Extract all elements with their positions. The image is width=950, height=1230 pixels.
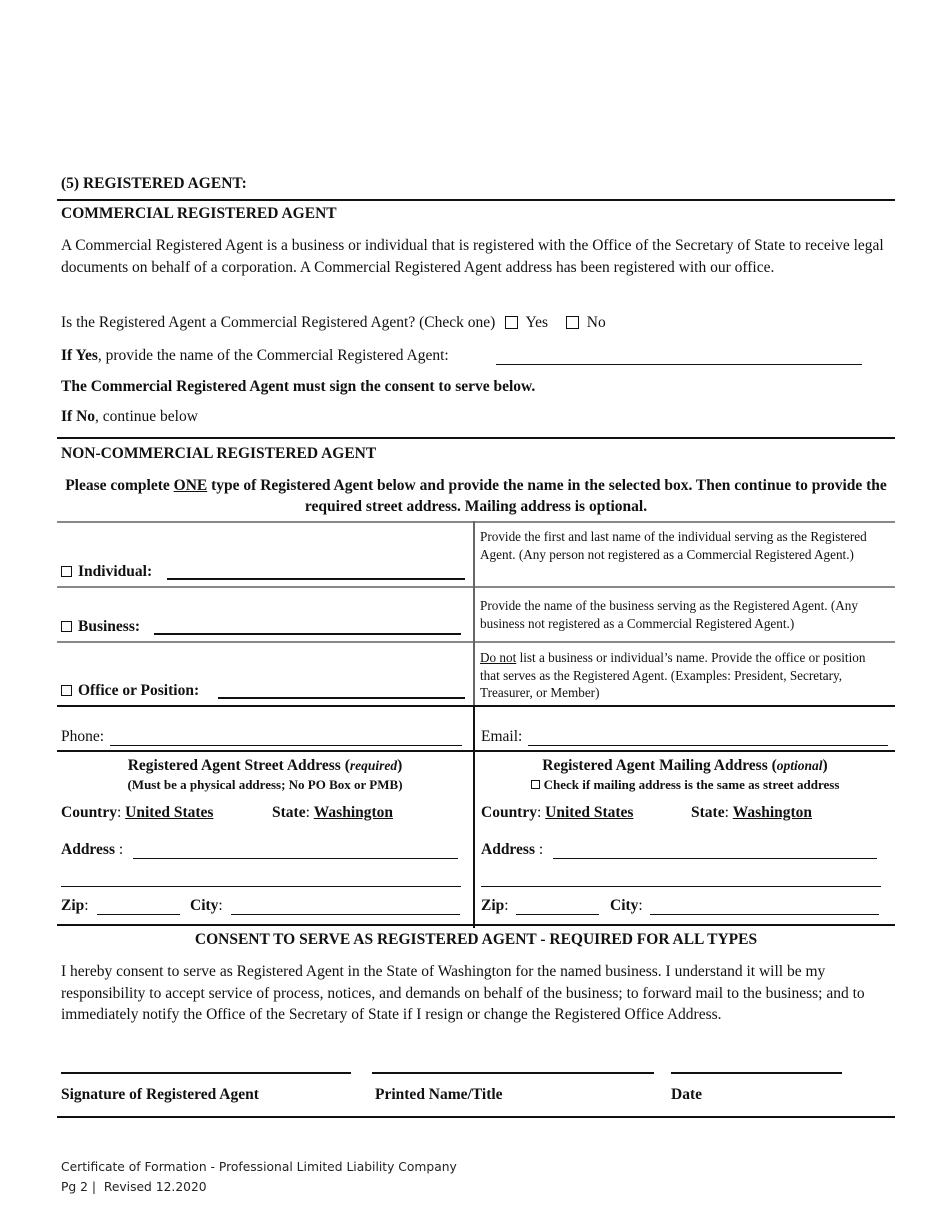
business-name-field[interactable]: [154, 633, 461, 635]
if-no-row: [61, 408, 198, 426]
table-rule: [57, 750, 895, 752]
individual-checkbox[interactable]: [61, 566, 72, 577]
office-option: Office or Position:: [61, 682, 199, 700]
street-address-row: Address :: [61, 841, 124, 858]
street-city-row: City:: [190, 897, 223, 914]
if-yes-text: , provide the name of the Commercial Registered Agent:: [97, 347, 449, 364]
street-state-row: State: Washington: [272, 804, 394, 821]
street-address-title: Registered Agent Street Address (required): [127, 757, 403, 774]
office-name-field[interactable]: [218, 697, 465, 699]
consent-text: I hereby consent to serve as Registered Agent in the State of Washington for the named business. I understand it will be my responsibility to accept service of process, notices, and demands on behalf of the business; to forward mail to the business; and to immediately notify the Office of the Secretary of State if I resign or change the Registered Office Address.: [61, 963, 865, 1023]
noncommercial-heading: NON-COMMERCIAL REGISTERED AGENT: [61, 445, 377, 462]
table-rule: [57, 641, 895, 643]
individual-name-field[interactable]: [167, 578, 465, 580]
mailing-same-as-checkbox[interactable]: [531, 780, 540, 789]
mailing-city-row: City:: [610, 897, 643, 914]
divider: [57, 199, 895, 201]
street-city-field[interactable]: [231, 914, 460, 915]
section-title: (5) REGISTERED AGENT:: [61, 175, 247, 192]
mailing-state-row: State: Washington: [691, 804, 813, 821]
mailing-country-value: United States: [545, 804, 634, 821]
noncommercial-instructions: Please complete ONE type of Registered Agent below and provide the name in the selected box. Then continue to provide the required street address. Mailing address is optional.: [65, 477, 887, 515]
mailing-zip-field[interactable]: [516, 914, 599, 915]
business-help: Provide the name of the business serving as the Registered Agent. (Any business not registered as a Commercial Registered Agent.): [480, 598, 858, 631]
mailing-zip-row: Zip:: [481, 897, 509, 914]
street-country-value: United States: [125, 804, 214, 821]
if-no-text: , continue below: [95, 408, 198, 425]
yes-label: Yes: [525, 314, 549, 331]
date-label: Date: [671, 1086, 702, 1103]
no-label: No: [586, 314, 606, 331]
email-label: Email:: [481, 728, 523, 745]
individual-option: Individual:: [61, 563, 152, 581]
date-field[interactable]: [671, 1072, 842, 1074]
mailing-same-as-row: [475, 777, 895, 793]
phone-label: Phone:: [61, 728, 105, 745]
printed-name-field[interactable]: [372, 1072, 654, 1074]
commercial-description: A Commercial Registered Agent is a business or individual that is registered with the Office of the Secretary of State to receive legal documents on behalf of a corporation. A Commercial Registered Agent address has been registered with our office.: [61, 237, 884, 276]
table-rule: [57, 586, 895, 588]
office-help: Do not list a business or individual’s name. Provide the office or position that serves as the Registered Agent. (Examples: President, Secretary, Treasurer, or Member): [480, 650, 866, 700]
table-top-rule: [57, 521, 895, 523]
mailing-address-line2-field[interactable]: [481, 886, 881, 887]
mailing-city-field[interactable]: [650, 914, 879, 915]
table-bottom-rule: [57, 924, 895, 926]
printed-name-label: Printed Name/Title: [375, 1086, 503, 1103]
office-label: Office or Position: [78, 682, 194, 699]
office-checkbox[interactable]: [61, 685, 72, 696]
business-label: Business: [78, 618, 135, 635]
email-field[interactable]: [528, 745, 888, 746]
commercial-question: Is the Registered Agent a Commercial Registered Agent? (Check one): [61, 314, 496, 331]
phone-field[interactable]: [110, 745, 462, 746]
individual-help: Provide the first and last name of the individual serving as the Registered Agent. (Any person not registered as a Commercial Registered Agent.): [480, 529, 867, 562]
mailing-address-row: Address :: [481, 841, 544, 858]
no-checkbox[interactable]: [566, 316, 579, 329]
business-checkbox[interactable]: [61, 621, 72, 632]
street-address-line2-field[interactable]: [61, 886, 461, 887]
mailing-address-field[interactable]: [553, 858, 877, 859]
business-option: Business:: [61, 618, 140, 636]
street-country-row: Country: United States: [61, 804, 214, 821]
commercial-question-row: [61, 314, 606, 332]
mailing-state-value: Washington: [732, 804, 813, 821]
if-no-bold: If No: [61, 408, 96, 425]
mailing-same-as-label: Check if mailing address is the same as street address: [543, 777, 840, 792]
street-address-note: (Must be a physical address; No PO Box or PMB): [127, 777, 403, 792]
individual-label: Individual: [78, 563, 147, 580]
if-yes-row: [61, 347, 449, 365]
mailing-address-title: Registered Agent Mailing Address (optional): [542, 757, 828, 774]
footer-page-info: Pg 2 | Revised 12.2020: [61, 1180, 207, 1194]
if-yes-bold: If Yes: [61, 347, 98, 364]
consent-heading: CONSENT TO SERVE AS REGISTERED AGENT - REQUIRED FOR ALL TYPES: [194, 931, 758, 948]
signature-label: Signature of Registered Agent: [61, 1086, 259, 1103]
signature-field[interactable]: [61, 1072, 351, 1074]
divider: [57, 437, 895, 439]
table-rule: [57, 705, 895, 707]
footer-form-name: Certificate of Formation - Professional Limited Liability Company: [61, 1160, 457, 1174]
divider: [57, 1116, 895, 1118]
street-zip-field[interactable]: [97, 914, 180, 915]
must-sign-note: The Commercial Registered Agent must sign the consent to serve below.: [61, 378, 536, 395]
yes-checkbox[interactable]: [505, 316, 518, 329]
street-address-field[interactable]: [133, 858, 458, 859]
street-state-value: Washington: [313, 804, 394, 821]
street-zip-row: Zip:: [61, 897, 89, 914]
commercial-agent-name-field[interactable]: [496, 364, 862, 365]
commercial-heading: COMMERCIAL REGISTERED AGENT: [61, 205, 337, 222]
mailing-country-row: Country: United States: [481, 804, 634, 821]
table-column-divider-dark: [473, 706, 475, 928]
